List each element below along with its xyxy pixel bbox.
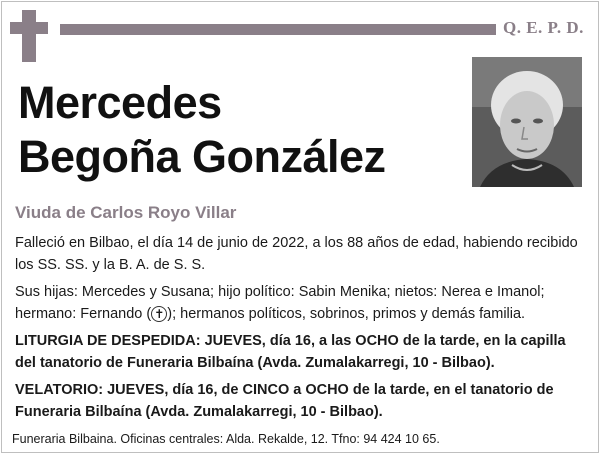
death-details: Falleció en Bilbao, el día 14 de junio de 2022, a los 88 años de edad, habiendo recibido los SS. SS. y la B. A. de S. S. [15,235,578,273]
wake-info: VELATORIO: JUEVES, día 16, de CINCO a OCHO de la tarde, en el tanatorio de Funeraria Bilbaína (Avda. Zumalakarregi, 10 - Bilbao). [15,382,554,420]
family-list-text-1: Sus hijas: Mercedes y Susana; hijo político: Sabin Menika; nietos: Nerea e Imanol; hermano: Fernando ( [15,284,545,322]
funeral-home-footer: Funeraria Bilbaina. Oficinas centrales: Alda. Rekalde, 12. Tfno: 94 424 10 65. [12,432,440,446]
qepd-label: Q. E. P. D. [503,18,584,37]
deceased-name [18,76,386,184]
deceased-cross-icon: ✝ [151,306,167,322]
liturgy-info: LITURGIA DE DESPEDIDA: JUEVES, día 16, a las OCHO de la tarde, en la capilla del tanatorio de Funeraria Bilbaína (Avda. Zumalakarregi, 10 - Bilbao). [15,333,566,371]
cross-icon [22,10,36,62]
cross-icon-bar [10,22,48,34]
portrait-photo [472,57,582,187]
name-line-2: Begoña González [18,131,386,182]
family-list [15,281,590,325]
name-line-1: Mercedes [18,77,222,128]
widow-of: Viuda de Carlos Royo Villar [15,203,237,222]
family-list-text-2: ); hermanos políticos, sobrinos, primos y demás familia. [167,306,526,322]
header-band [60,24,496,35]
